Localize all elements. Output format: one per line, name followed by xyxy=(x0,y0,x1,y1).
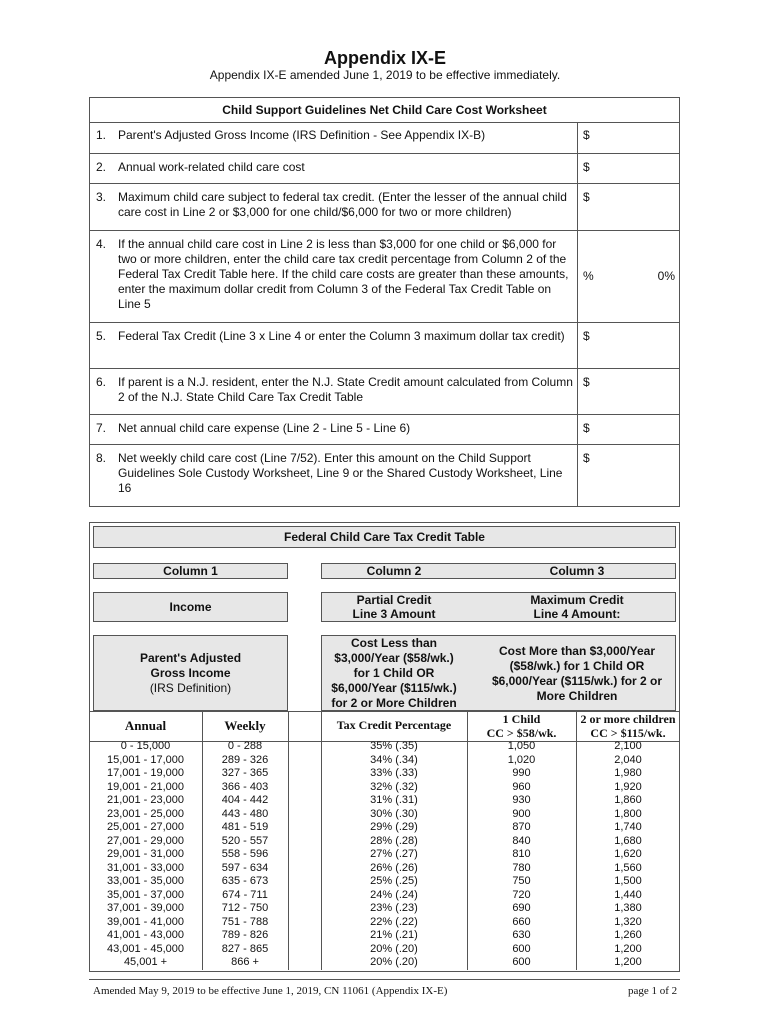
worksheet-line-7 xyxy=(90,415,679,445)
table-cell: 21% (.21) xyxy=(370,929,418,941)
table-cell: 520 - 557 xyxy=(221,834,269,847)
line-text: Net weekly child care cost (Line 7/52). Enter this amount on the Child Support Guidelines Sole Custody Worksheet, Line 9 or the Shared Custody Worksheet, Line 16 xyxy=(118,451,563,495)
value-cell-divider xyxy=(577,445,578,506)
table-cell: 31% (.31) xyxy=(370,794,418,806)
worksheet-line-1 xyxy=(90,122,679,154)
line-number: 6. xyxy=(96,375,107,389)
worksheet xyxy=(89,97,680,507)
table-cell: 1,260 xyxy=(614,929,642,941)
weekly-income-column xyxy=(202,740,288,970)
line-symbol: $ xyxy=(583,451,590,465)
table-cell: 1,620 xyxy=(614,848,642,860)
table-cell: 30% (.30) xyxy=(370,807,418,820)
table-cell: 1,740 xyxy=(614,821,642,833)
table-cell: 810 xyxy=(512,848,531,860)
table-cell: 39,001 - 41,000 xyxy=(106,915,185,928)
value-cell-divider xyxy=(577,154,578,183)
table-cell: 750 xyxy=(512,875,531,887)
table-cell: 24% (.24) xyxy=(370,888,418,901)
page-number: page 1 of 2 xyxy=(628,985,678,997)
line-symbol: $ xyxy=(583,421,590,435)
weekly-header: Weekly xyxy=(224,718,266,733)
table-cell: 45,001 + xyxy=(123,956,168,968)
table-cell: 29% (.29) xyxy=(370,821,418,833)
line-symbol: $ xyxy=(583,329,590,343)
line-number: 2. xyxy=(96,160,107,174)
line-number: 5. xyxy=(96,329,107,343)
table-cell: 33,001 - 35,000 xyxy=(106,875,185,887)
two-more-header-1: 2 or more children xyxy=(580,712,676,726)
maximum-credit-line-1: Maximum Credit xyxy=(530,593,624,607)
table-cell: 597 - 634 xyxy=(221,861,269,874)
value-cell-divider xyxy=(577,369,578,414)
line-text: Maximum child care subject to federal tax credit. (Enter the lesser of the annual child care cost in Line 2 or $3,000 for one child/$6,000 for two or more children) xyxy=(118,190,567,219)
tax-credit-percentage-column xyxy=(321,740,467,970)
value-cell-divider xyxy=(577,184,578,230)
table-cell: 35,001 - 37,000 xyxy=(106,888,185,901)
table-cell: 712 - 750 xyxy=(221,902,269,914)
table-cell: 720 xyxy=(512,888,531,901)
table-cell: 866 + xyxy=(231,956,259,968)
table-cell: 870 xyxy=(512,821,531,833)
table-cell: 1,200 xyxy=(614,956,642,968)
value-cell-divider xyxy=(577,122,578,153)
table-cell: 25,001 - 27,000 xyxy=(106,821,185,833)
table-cell: 32% (.32) xyxy=(370,780,418,793)
table-cell: 780 xyxy=(512,861,531,874)
worksheet-line-8 xyxy=(90,445,679,506)
table-cell: 674 - 711 xyxy=(222,888,268,901)
line-text: Parent's Adjusted Gross Income (IRS Definition - See Appendix IX-B) xyxy=(118,128,486,142)
column-divider xyxy=(288,711,289,970)
table-cell: 930 xyxy=(512,794,531,806)
one-child-credit-column xyxy=(467,740,576,970)
table-cell: 635 - 673 xyxy=(221,875,269,887)
table-cell: 960 xyxy=(512,780,531,793)
table-cell: 751 - 788 xyxy=(221,915,269,928)
line-text: If the annual child care cost in Line 2 is less than $3,000 for one child or $6,000 for two or more children, enter the child care tax credit percentage from Column 2 of the Federal Tax Credit Table here. If the child care costs are greater than these amounts, enter the maximum dollar credit from Column 3 of the Federal Tax Credit Table on Line 5 xyxy=(118,237,569,311)
worksheet-line-2 xyxy=(90,154,679,184)
agi-line-1: Parent's Adjusted xyxy=(139,651,242,665)
table-cell: 840 xyxy=(512,834,531,847)
table-cell: 19,001 - 21,000 xyxy=(106,780,185,793)
agi-line-2: Gross Income xyxy=(150,666,231,680)
table-cell: 1,860 xyxy=(614,794,642,806)
table-cell: 26% (.26) xyxy=(370,861,418,874)
table-cell: 289 - 326 xyxy=(221,753,269,766)
table-cell: 327 - 365 xyxy=(221,767,269,779)
table-cell: 33% (.33) xyxy=(370,767,418,779)
worksheet-title: Child Support Guidelines Net Child Care Cost Worksheet xyxy=(90,98,679,123)
table-cell: 22% (.22) xyxy=(370,915,418,928)
line-number: 1. xyxy=(96,128,107,142)
table-cell: 366 - 403 xyxy=(221,780,269,793)
table-cell: 660 xyxy=(512,915,531,928)
table-cell: 1,320 xyxy=(614,915,642,928)
table-cell: 27% (.27) xyxy=(370,848,418,860)
line-symbol: % xyxy=(583,269,594,283)
table-cell: 43,001 - 45,000 xyxy=(106,942,185,955)
worksheet-line-4 xyxy=(90,231,679,323)
table-cell: 0 - 288 xyxy=(227,740,263,752)
table-cell: 1,440 xyxy=(614,888,642,901)
income-header: Income xyxy=(93,592,288,622)
two-more-header-2: CC > $115/wk. xyxy=(590,726,666,740)
worksheet-line-5 xyxy=(90,323,679,369)
table-cell: 15,001 - 17,000 xyxy=(106,753,185,766)
page-subtitle: Appendix IX-E amended June 1, 2019 to be effective immediately. xyxy=(209,68,561,82)
table-title: Federal Child Care Tax Credit Table xyxy=(93,526,676,548)
tax-credit-percentage-header: Tax Credit Percentage xyxy=(336,718,452,732)
table-cell: 1,200 xyxy=(614,942,642,955)
annual-income-column xyxy=(89,740,202,970)
one-child-header-1: 1 Child xyxy=(502,712,541,726)
one-child-header-2: CC > $58/wk. xyxy=(486,726,557,740)
cost-less-line-5: for 2 or More Children xyxy=(331,696,457,710)
line-number: 3. xyxy=(96,190,107,204)
line-number: 8. xyxy=(96,451,107,465)
table-cell: 27,001 - 29,000 xyxy=(106,834,185,847)
cost-less-line-4: $6,000/Year ($115/wk.) xyxy=(331,681,457,695)
table-cell: 1,050 xyxy=(507,740,536,752)
partial-credit-line-1: Partial Credit xyxy=(356,593,432,607)
table-cell: 23% (.23) xyxy=(370,902,418,914)
table-cell: 1,980 xyxy=(614,767,642,779)
column-2-header: Column 2 xyxy=(366,564,422,578)
table-cell: 21,001 - 23,000 xyxy=(106,794,185,806)
table-cell: 20% (.20) xyxy=(370,942,418,955)
table-cell: 31,001 - 33,000 xyxy=(106,861,185,874)
table-cell: 25% (.25) xyxy=(370,875,418,887)
line-value[interactable]: 0% xyxy=(657,269,675,283)
cost-less-line-2: $3,000/Year ($58/wk.) xyxy=(334,651,454,665)
line-number: 4. xyxy=(96,237,107,251)
table-cell: 1,680 xyxy=(614,834,642,847)
column-1-header: Column 1 xyxy=(93,563,288,579)
table-cell: 37,001 - 39,000 xyxy=(106,902,185,914)
value-cell-divider xyxy=(577,415,578,444)
annual-header: Annual xyxy=(124,718,167,733)
cost-more-line-3: $6,000/Year ($115/wk.) for 2 or xyxy=(491,674,663,688)
cost-less-line-1: Cost Less than xyxy=(350,636,437,650)
table-cell: 690 xyxy=(512,902,531,914)
table-cell: 17,001 - 19,000 xyxy=(106,767,185,779)
table-cell: 900 xyxy=(512,807,531,820)
table-cell: 1,380 xyxy=(614,902,642,914)
table-cell: 404 - 442 xyxy=(221,794,269,806)
footer-note: Amended May 9, 2019 to be effective June 1, 2019, CN 11061 (Appendix IX-E) xyxy=(93,985,448,997)
agi-line-3: (IRS Definition) xyxy=(149,681,232,695)
table-cell: 1,560 xyxy=(614,861,642,874)
cost-more-line-1: Cost More than $3,000/Year xyxy=(498,644,656,658)
table-cell: 1,800 xyxy=(614,807,642,820)
value-cell-divider xyxy=(577,323,578,368)
table-cell: 1,020 xyxy=(507,753,536,766)
table-cell: 630 xyxy=(512,929,531,941)
line-text: Federal Tax Credit (Line 3 x Line 4 or enter the Column 3 maximum dollar tax credit) xyxy=(118,329,565,343)
table-cell: 2,100 xyxy=(614,740,642,752)
column-3-header: Column 3 xyxy=(549,564,605,578)
table-cell: 600 xyxy=(512,956,531,968)
worksheet-line-6 xyxy=(90,369,679,415)
line-symbol: $ xyxy=(583,128,590,142)
worksheet-line-3 xyxy=(90,184,679,231)
line-text: Annual work-related child care cost xyxy=(118,160,305,174)
line-symbol: $ xyxy=(583,375,590,389)
cost-more-line-2: ($58/wk.) for 1 Child OR xyxy=(509,659,645,673)
table-cell: 34% (.34) xyxy=(370,753,418,766)
maximum-credit-line-2: Line 4 Amount: xyxy=(533,607,621,621)
table-cell: 23,001 - 25,000 xyxy=(106,807,185,820)
table-cell: 28% (.28) xyxy=(370,834,418,847)
table-cell: 35% (.35) xyxy=(370,740,418,752)
cost-more-line-4: More Children xyxy=(536,689,618,703)
two-more-credit-column xyxy=(576,740,680,970)
line-text: If parent is a N.J. resident, enter the N.J. State Credit amount calculated from Column 2 of the N.J. State Child Care Tax Credit Table xyxy=(118,375,573,404)
value-cell-divider xyxy=(577,231,578,322)
partial-credit-line-2: Line 3 Amount xyxy=(352,607,436,621)
table-cell: 558 - 596 xyxy=(221,848,269,860)
line-number: 7. xyxy=(96,421,107,435)
table-cell: 789 - 826 xyxy=(221,929,269,941)
footer-divider xyxy=(89,979,680,980)
table-cell: 481 - 519 xyxy=(221,821,269,833)
cost-less-line-3: for 1 Child OR xyxy=(353,666,435,680)
table-cell: 2,040 xyxy=(614,753,642,766)
table-cell: 0 - 15,000 xyxy=(120,740,171,752)
table-cell: 990 xyxy=(512,767,531,779)
line-text: Net annual child care expense (Line 2 - Line 5 - Line 6) xyxy=(118,421,411,435)
table-cell: 827 - 865 xyxy=(221,942,269,955)
line-symbol: $ xyxy=(583,160,590,174)
table-cell: 20% (.20) xyxy=(370,956,418,968)
table-cell: 29,001 - 31,000 xyxy=(106,848,185,860)
table-cell: 443 - 480 xyxy=(221,807,269,820)
line-symbol: $ xyxy=(583,190,590,204)
table-cell: 1,500 xyxy=(614,875,642,887)
page-title: Appendix IX-E xyxy=(323,48,446,68)
table-cell: 600 xyxy=(512,942,531,955)
table-cell: 41,001 - 43,000 xyxy=(106,929,185,941)
table-cell: 1,920 xyxy=(614,780,642,793)
